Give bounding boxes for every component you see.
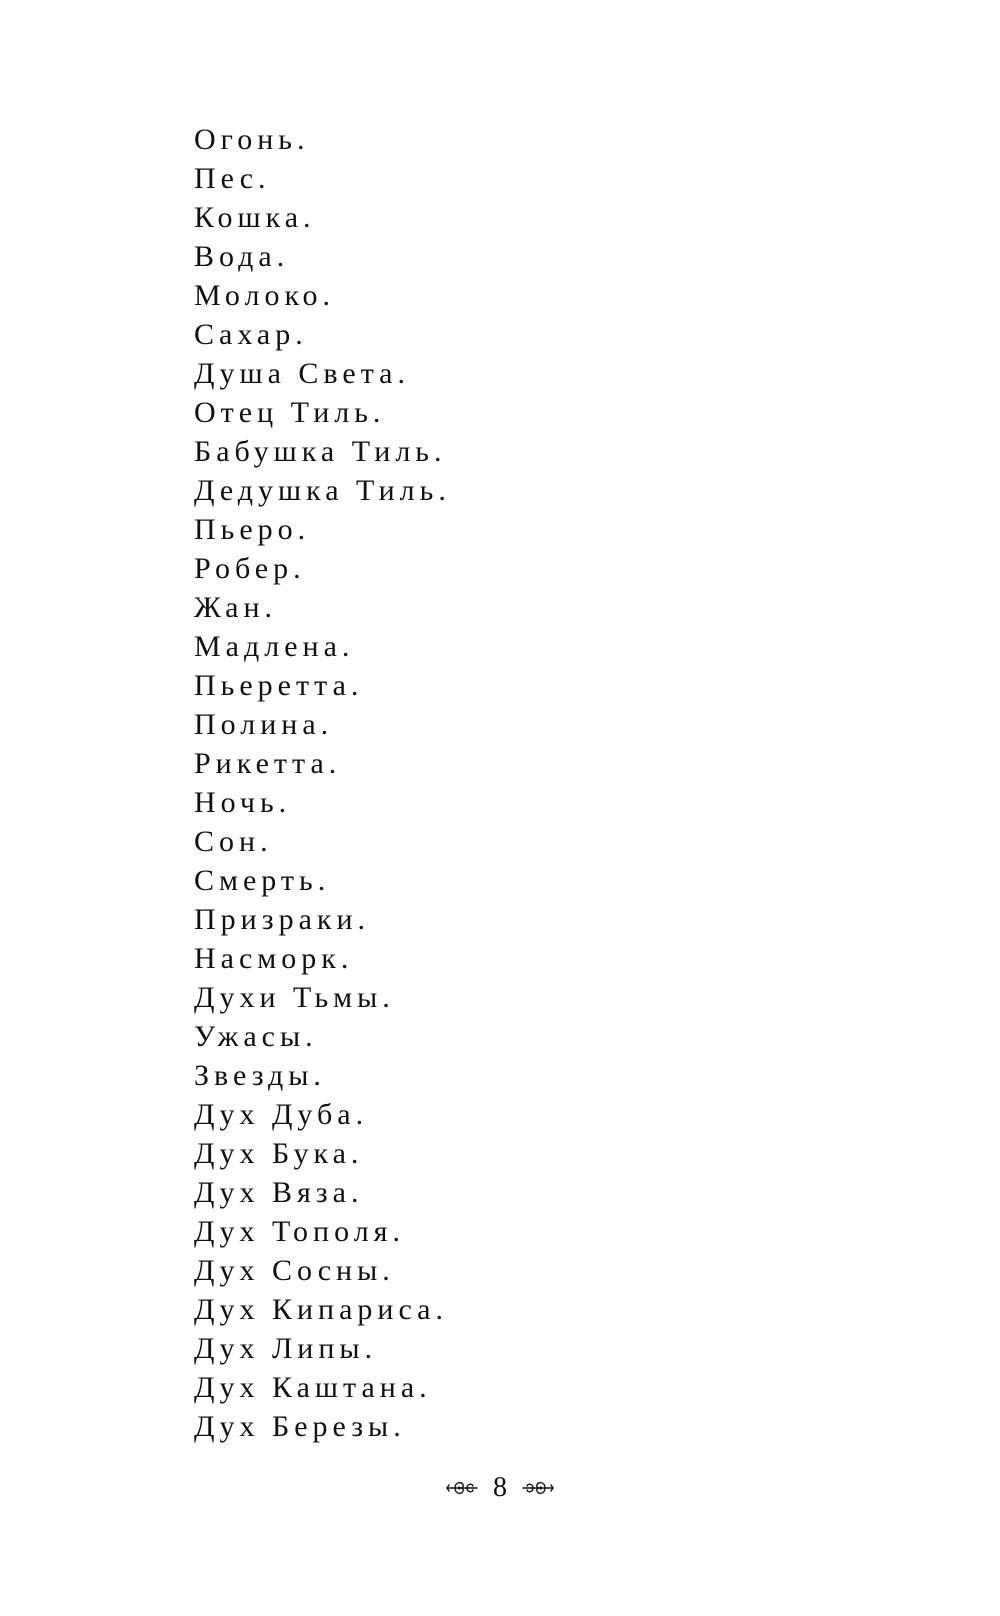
cast-list	[194, 120, 451, 1446]
cast-item: Звезды.	[194, 1059, 326, 1092]
cast-item: Призраки.	[194, 903, 371, 936]
cast-item: Дух Тополя.	[194, 1215, 405, 1248]
cast-item: Дух Бука.	[194, 1137, 364, 1170]
cast-item: Кошка.	[194, 201, 316, 234]
cast-item: Молоко.	[194, 279, 336, 312]
cast-item: Дедушка Тиль.	[194, 474, 451, 507]
cast-item: Пьеро.	[194, 513, 311, 546]
cast-item: Дух Вяза.	[194, 1176, 364, 1209]
cast-item: Отец Тиль.	[194, 396, 386, 429]
cast-item: Ужасы.	[194, 1020, 318, 1053]
cast-item: Рикетта.	[194, 747, 342, 780]
cast-item: Дух Березы.	[194, 1410, 406, 1443]
cast-item: Дух Каштана.	[194, 1371, 432, 1404]
cast-item: Душа Света.	[194, 357, 410, 390]
cast-item: Ночь.	[194, 786, 292, 819]
cast-item: Смерть.	[194, 864, 331, 897]
page-number: 8	[493, 1472, 507, 1503]
cast-item: Дух Дуба.	[194, 1098, 369, 1131]
cast-item: Дух Липы.	[194, 1332, 378, 1365]
cast-item: Пес.	[194, 162, 271, 195]
cast-item: Бабушка Тиль.	[194, 435, 447, 468]
cast-item: Вода.	[194, 240, 290, 273]
cast-item: Сахар.	[194, 318, 308, 351]
cast-item: Сон.	[194, 825, 273, 858]
cast-item: Полина.	[194, 708, 334, 741]
cast-item: Огонь.	[194, 123, 310, 156]
cast-item: Пьеретта.	[194, 669, 364, 702]
cast-item: Робер.	[194, 552, 306, 585]
cast-item: Насморк.	[194, 942, 354, 975]
cast-item: Дух Сосны.	[194, 1254, 395, 1287]
cast-item: Жан.	[194, 591, 278, 624]
cast-item: Духи Тьмы.	[194, 981, 395, 1014]
page-footer	[0, 1468, 1000, 1508]
flourish-right-icon	[521, 1477, 555, 1499]
flourish-left-icon	[445, 1477, 479, 1499]
cast-item: Мадлена.	[194, 630, 355, 663]
cast-item: Дух Кипариса.	[194, 1293, 448, 1326]
